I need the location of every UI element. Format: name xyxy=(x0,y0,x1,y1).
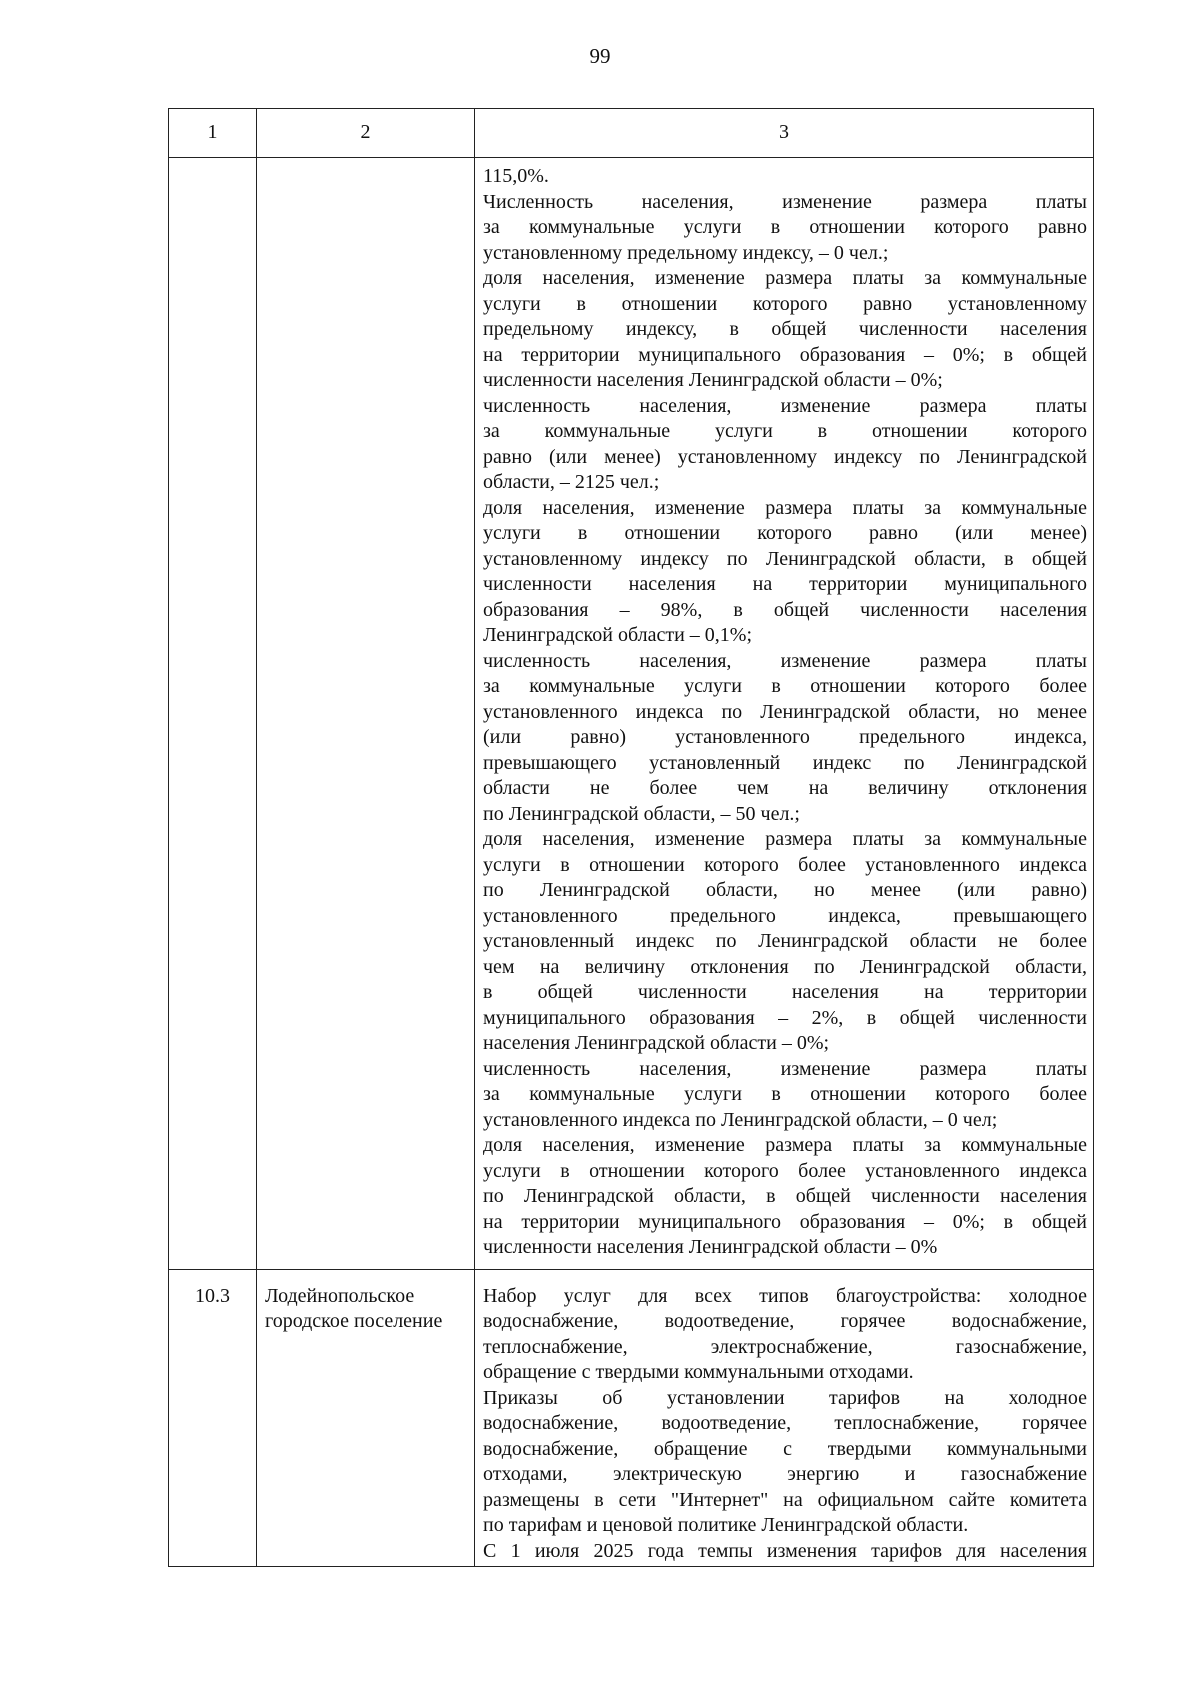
text-line: в общей численности населения на территории xyxy=(483,981,1087,1003)
text-line: по Ленинградской области, – 50 чел.; xyxy=(483,802,800,825)
text-line: установленного предельного индекса, превышающего xyxy=(483,904,1087,927)
text-line: услуги в отношении которого более установленного индекса xyxy=(483,1159,1087,1182)
text-line: доля населения, изменение размера платы за коммунальные xyxy=(483,1134,1087,1156)
header-col-3: 3 xyxy=(475,109,1094,158)
description-cell xyxy=(475,158,1094,1270)
data-table xyxy=(168,108,1094,1567)
text-line: Приказы об установлении тарифов на холодное xyxy=(483,1386,1087,1409)
text-line: за коммунальные услуги в отношении которого более xyxy=(483,1083,1087,1105)
text-line: чем на величину отклонения по Ленинградской области, xyxy=(483,955,1087,978)
text-line: доля населения, изменение размера платы за коммунальные xyxy=(483,828,1087,850)
header-col-1: 1 xyxy=(169,109,257,158)
text-line: установленного индекса по Ленинградской области, – 0 чел; xyxy=(483,1108,998,1131)
text-line: численности населения Ленинградской области – 0%; xyxy=(483,369,943,391)
text-line: водоснабжение, обращение с твердыми коммунальными xyxy=(483,1437,1087,1460)
header-col-2: 2 xyxy=(257,109,475,158)
text-line: услуги в отношении которого равно (или менее) xyxy=(483,522,1087,544)
text-line: на территории муниципального образования – 0%; в общей xyxy=(483,343,1087,366)
text-line: водоснабжение, водоотведение, горячее водоснабжение, xyxy=(483,1310,1087,1332)
text-line: численность населения, изменение размера платы xyxy=(483,649,1087,672)
text-line: С 1 июля 2025 года темпы изменения тарифов для населения xyxy=(483,1539,1087,1562)
text-line: установленному индексу по Ленинградской области, в общей xyxy=(483,547,1087,570)
text-line: численность населения, изменение размера платы xyxy=(483,1057,1087,1080)
text-line: по Ленинградской области, в общей численности населения xyxy=(483,1185,1087,1207)
text-line: предельному индексу, в общей численности населения xyxy=(483,318,1087,340)
text-line: за коммунальные услуги в отношении которого равно xyxy=(483,216,1087,238)
text-line: превышающего установленный индекс по Ленинградской xyxy=(483,751,1087,774)
text-line: на территории муниципального образования – 0%; в общей xyxy=(483,1210,1087,1233)
text-line: за коммунальные услуги в отношении которого более xyxy=(483,675,1087,697)
text-line: по Ленинградской области, но менее (или равно) xyxy=(483,879,1087,901)
text-line: численность населения, изменение размера платы xyxy=(483,394,1087,417)
text-line: 115,0%. xyxy=(483,165,549,187)
text-line: области, – 2125 чел.; xyxy=(483,471,660,493)
text-line: населения Ленинградской области – 0%; xyxy=(483,1032,830,1054)
settlement-name-cell xyxy=(257,158,475,1270)
text-line: установленному предельному индексу, – 0 чел.; xyxy=(483,241,889,264)
text-line: образования – 98%, в общей численности населения xyxy=(483,598,1087,621)
table-row xyxy=(169,1269,1094,1567)
text-line: водоснабжение, водоотведение, теплоснабжение, горячее xyxy=(483,1412,1087,1434)
row-number-cell: 10.3 xyxy=(169,1269,257,1567)
text-line: услуги в отношении которого равно установленному xyxy=(483,292,1087,315)
text-line: Численность населения, изменение размера платы xyxy=(483,190,1087,213)
text-line: установленного индекса по Ленинградской области, но менее xyxy=(483,700,1087,723)
text-line: муниципального образования – 2%, в общей численности xyxy=(483,1006,1087,1029)
page-number: 99 xyxy=(589,44,611,68)
text-line: Набор услуг для всех типов благоустройства: холодное xyxy=(483,1284,1087,1307)
text-line: равно (или менее) установленному индексу по Ленинградской xyxy=(483,445,1087,468)
text-line: размещены в сети "Интернет" на официальном сайте комитета xyxy=(483,1488,1087,1511)
text-line: численности населения Ленинградской области – 0% xyxy=(483,1236,938,1258)
text-line: установленный индекс по Ленинградской области не более xyxy=(483,930,1087,952)
description-cell xyxy=(475,1269,1094,1567)
text-line: (или равно) установленного предельного индекса, xyxy=(483,726,1087,748)
text-line: доля населения, изменение размера платы за коммунальные xyxy=(483,267,1087,289)
text-line: за коммунальные услуги в отношении которого xyxy=(483,420,1087,442)
settlement-name-cell: Лодейнопольское городское поселение xyxy=(257,1269,475,1567)
text-line: обращение с твердыми коммунальными отходами. xyxy=(483,1361,914,1383)
text-line: области не более чем на величину отклонения xyxy=(483,777,1087,799)
text-line: Ленинградской области – 0,1%; xyxy=(483,624,753,646)
text-line: численности населения на территории муниципального xyxy=(483,573,1087,595)
text-line: по тарифам и ценовой политике Ленинградской области. xyxy=(483,1514,969,1536)
text-line: доля населения, изменение размера платы за коммунальные xyxy=(483,496,1087,519)
table-row xyxy=(169,158,1094,1270)
text-line: отходами, электрическую энергию и газоснабжение xyxy=(483,1463,1087,1485)
table-header-row xyxy=(169,109,1094,158)
row-number-cell xyxy=(169,158,257,1270)
text-line: теплоснабжение, электроснабжение, газоснабжение, xyxy=(483,1335,1087,1358)
text-line: услуги в отношении которого более установленного индекса xyxy=(483,853,1087,876)
